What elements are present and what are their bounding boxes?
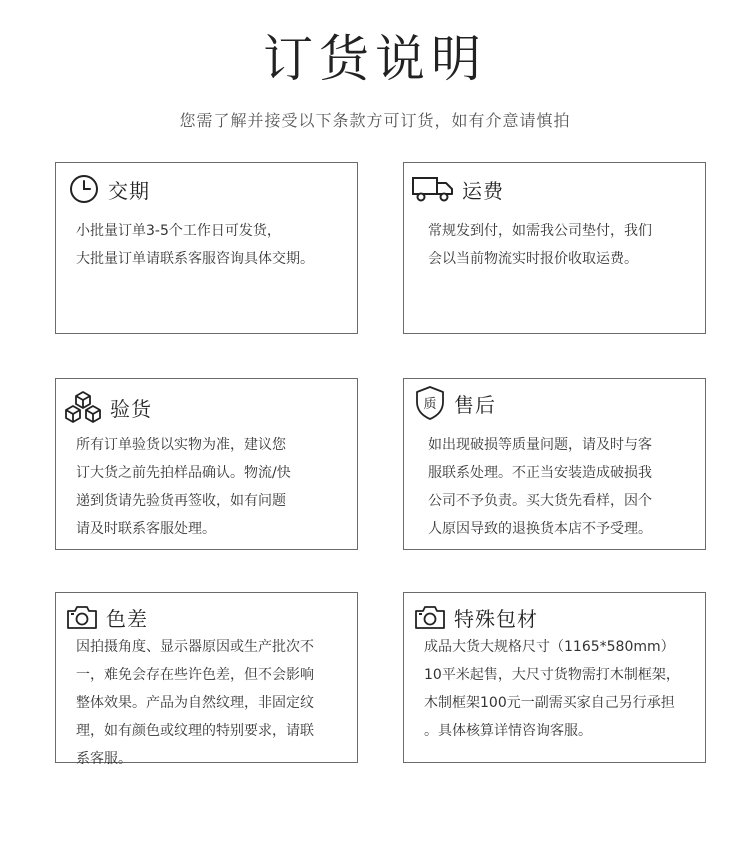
- card-inspection-title: 验货: [110, 396, 152, 421]
- card-delivery-title: 交期: [108, 178, 150, 203]
- card-special-packaging-line: 木制框架100元一副需买家自己另行承担: [424, 695, 675, 711]
- camera-icon: [64, 599, 100, 635]
- card-freight: [403, 162, 706, 334]
- card-after-sales-line: 服联系处理。不正当安装造成破损我: [428, 465, 652, 481]
- card-inspection-body: [76, 431, 343, 543]
- card-special-packaging-line: 。具体核算详情咨询客服。: [424, 723, 592, 739]
- card-after-sales-title: 售后: [454, 392, 496, 417]
- card-after-sales-line: 人原因导致的退换货本店不予受理。: [428, 521, 652, 537]
- card-inspection-line: 订大货之前先拍样品确认。物流/快: [76, 465, 291, 481]
- card-color-difference-line: 因拍摄角度、显示器原因或生产批次不: [76, 639, 314, 655]
- card-color-difference: [55, 592, 358, 767]
- camera-icon: [412, 599, 448, 635]
- card-inspection-line: 所有订单验货以实物为准，建议您: [76, 437, 286, 453]
- page-subtitle: 您需了解并接受以下条款方可订货，如有介意请慎拍: [179, 111, 571, 130]
- card-color-difference-line: 一，难免会存在些许色差，但不会影响: [76, 667, 314, 683]
- card-inspection-header: [62, 389, 152, 425]
- card-special-packaging-line: 10平米起售，大尺寸货物需打木制框架，: [424, 667, 680, 683]
- card-special-packaging-title: 特殊包材: [454, 606, 538, 631]
- card-after-sales: [403, 378, 706, 550]
- boxes-icon: [62, 389, 104, 425]
- card-inspection-line: 递到货请先验货再签收，如有问题: [76, 493, 286, 509]
- card-after-sales-body: [428, 431, 691, 543]
- card-after-sales-line: 如出现破损等质量问题，请及时与客: [428, 437, 652, 453]
- card-delivery-line: 大批量订单请联系客服咨询具体交期。: [76, 251, 314, 267]
- card-color-difference-body: [76, 633, 343, 773]
- card-special-packaging-header: [412, 599, 538, 635]
- card-color-difference-line: 整体效果。产品为自然纹理，非固定纹: [76, 695, 314, 711]
- card-freight-body: [428, 217, 691, 273]
- card-freight-line: 会以当前物流实时报价收取运费。: [428, 251, 638, 267]
- card-special-packaging: [403, 592, 706, 763]
- card-freight-line: 常规发到付，如需我公司垫付，我们: [428, 223, 652, 239]
- card-delivery: [55, 162, 358, 334]
- card-after-sales-header: [412, 385, 496, 421]
- card-color-difference-title: 色差: [106, 606, 148, 631]
- clock-icon: [66, 171, 102, 207]
- truck-icon: [410, 171, 456, 207]
- page-title: 订货说明: [263, 30, 487, 88]
- card-color-difference-header: [64, 599, 148, 635]
- card-inspection-line: 请及时联系客服处理。: [76, 521, 216, 537]
- card-freight-title: 运费: [462, 178, 504, 203]
- card-delivery-header: [66, 171, 150, 207]
- card-delivery-body: [76, 217, 343, 273]
- card-color-difference-line: 理，如有颜色或纹理的特别要求，请联: [76, 723, 314, 739]
- card-special-packaging-line: 成品大货大规格尺寸（1165*580mm）: [424, 639, 675, 655]
- card-inspection: [55, 378, 358, 550]
- card-color-difference-line: 系客服。: [76, 751, 132, 767]
- card-after-sales-line: 公司不予负责。买大货先看样，因个: [428, 493, 652, 509]
- card-delivery-line: 小批量订单3-5个工作日可发货，: [76, 223, 281, 239]
- quality-shield-icon-text: 质: [423, 397, 437, 412]
- card-freight-header: [410, 171, 504, 207]
- card-special-packaging-body: [424, 633, 691, 745]
- quality-shield-icon: [412, 385, 448, 421]
